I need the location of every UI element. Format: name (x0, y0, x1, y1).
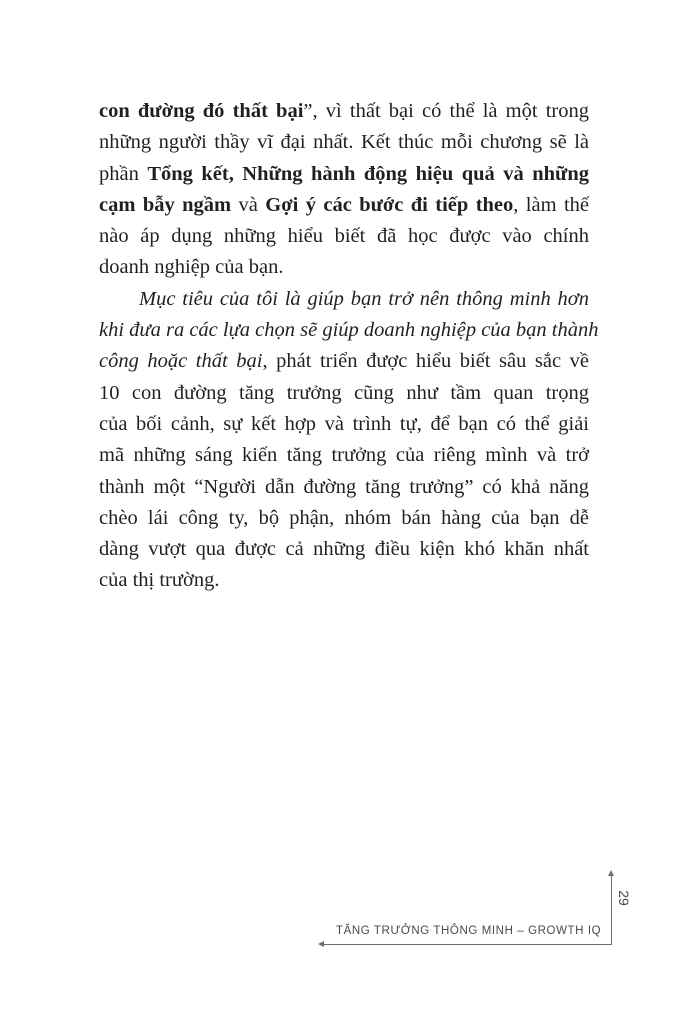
arrow-up-icon (608, 870, 614, 876)
text-line (99, 159, 589, 190)
text-line (99, 284, 589, 315)
text-line: dàng vượt qua được cả những điều kiện khó khăn nhất (99, 538, 589, 561)
italic-phrase: khi đưa ra các lựa chọn sẽ giúp doanh nghiệp của bạn thành (99, 319, 599, 342)
text-run: và (231, 193, 266, 216)
paragraph-2 (99, 284, 599, 597)
text-line: doanh nghiệp của bạn. (99, 256, 284, 279)
text-line: nào áp dụng những hiểu biết đã học được vào chính (99, 225, 589, 248)
bold-phrase: Tổng kết, Những hành động hiệu quả và những (147, 162, 589, 185)
italic-phrase: Mục tiêu của tôi là giúp bạn trở nên thông minh hơn (139, 287, 589, 310)
bold-phrase: cạm bẫy ngầm (99, 193, 232, 216)
text-line: 10 con đường tăng trưởng cũng như tầm quan trọng (99, 381, 589, 404)
text-run: , làm thế (513, 193, 589, 216)
text-run: , phát triển được hiểu biết sâu sắc về (262, 350, 589, 373)
text-line: mã những sáng kiến tăng trưởng của riêng mình và trở (99, 444, 589, 467)
footer-horizontal-rule (322, 944, 612, 945)
text-run: phần (99, 162, 148, 185)
bold-phrase: Gợi ý các bước đi tiếp theo (265, 193, 514, 216)
running-head: TĂNG TRƯỞNG THÔNG MINH – GROWTH IQ (336, 925, 602, 937)
text-line (99, 346, 589, 377)
arrow-left-icon (318, 941, 324, 947)
text-line: của thị trường. (99, 569, 220, 592)
text-line (99, 315, 599, 346)
footer-vertical-rule (611, 874, 612, 945)
text-line (99, 96, 589, 127)
body-text (99, 96, 599, 597)
bold-phrase: con đường đó thất bại (99, 100, 304, 122)
paragraph-1 (99, 96, 589, 284)
text-run: ”, vì thất bại có thể là một trong (303, 100, 589, 122)
text-line: chèo lái công ty, bộ phận, nhóm bán hàng của bạn dễ (99, 506, 589, 529)
text-line (99, 190, 589, 221)
text-line: những người thầy vĩ đại nhất. Kết thúc mỗi chương sẽ là (99, 131, 589, 154)
text-line: thành một “Người dẫn đường tăng trưởng” có khả năng (99, 475, 589, 498)
italic-phrase: công hoặc thất bại (99, 350, 263, 373)
text-line: của bối cảnh, sự kết hợp và trình tự, để bạn có thể giải (99, 412, 589, 435)
page-number: 29 (616, 890, 632, 906)
